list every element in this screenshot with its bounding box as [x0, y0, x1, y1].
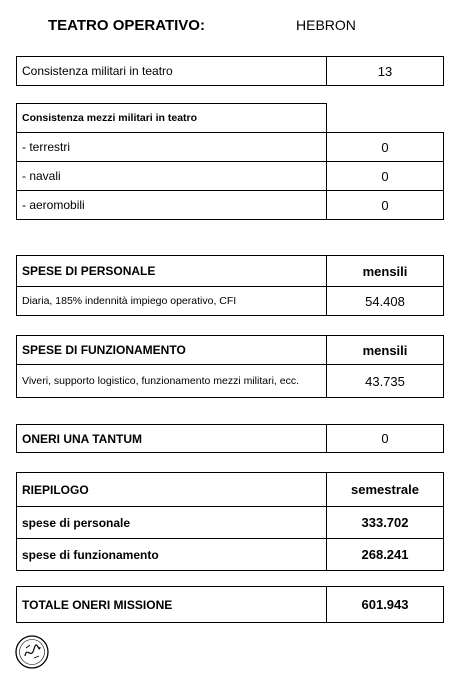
one-time-table	[16, 424, 444, 453]
vehicles-item-label: - aeromobili	[17, 191, 327, 220]
one-time-value: 0	[327, 425, 444, 453]
document-header	[0, 14, 465, 36]
theatre-value: HEBRON	[296, 17, 356, 33]
vehicles-label: Consistenza mezzi militari in teatro	[17, 104, 327, 133]
operating-period: mensili	[327, 336, 444, 365]
total-label: TOTALE ONERI MISSIONE	[17, 587, 327, 623]
summary-row-value: 333.702	[327, 507, 444, 539]
military-table	[16, 56, 444, 86]
summary-table	[16, 472, 444, 571]
vehicles-header-blank	[327, 104, 444, 133]
vehicles-item-value: 0	[327, 133, 444, 162]
personnel-detail-row	[17, 287, 444, 316]
summary-header-row	[17, 473, 444, 507]
personnel-period: mensili	[327, 256, 444, 287]
operating-label: SPESE DI FUNZIONAMENTO	[17, 336, 327, 365]
operating-detail-row	[17, 365, 444, 398]
personnel-header-row	[17, 256, 444, 287]
vehicles-item-value: 0	[327, 162, 444, 191]
theatre-label: TEATRO OPERATIVO:	[48, 17, 205, 34]
vehicles-row	[17, 191, 444, 220]
vehicles-row	[17, 133, 444, 162]
summary-row-label: spese di personale	[17, 507, 327, 539]
vehicles-table	[16, 103, 444, 220]
personnel-label: SPESE DI PERSONALE	[17, 256, 327, 287]
summary-row	[17, 507, 444, 539]
military-value: 13	[327, 57, 444, 86]
vehicles-item-value: 0	[327, 191, 444, 220]
summary-row-value: 268.241	[327, 539, 444, 571]
total-value: 601.943	[327, 587, 444, 623]
summary-row-label: spese di funzionamento	[17, 539, 327, 571]
operating-value: 43.735	[327, 365, 444, 398]
total-row	[17, 587, 444, 623]
personnel-value: 54.408	[327, 287, 444, 316]
military-label: Consistenza militari in teatro	[17, 57, 327, 86]
personnel-costs-table	[16, 255, 444, 316]
official-stamp-icon	[14, 634, 50, 670]
one-time-label: ONERI UNA TANTUM	[17, 425, 327, 453]
vehicles-row	[17, 162, 444, 191]
operating-header-row	[17, 336, 444, 365]
summary-row	[17, 539, 444, 571]
total-table	[16, 586, 444, 623]
summary-period: semestrale	[327, 473, 444, 507]
vehicles-item-label: - terrestri	[17, 133, 327, 162]
one-time-row	[17, 425, 444, 453]
summary-label: RIEPILOGO	[17, 473, 327, 507]
operating-description: Viveri, supporto logistico, funzionamento mezzi militari, ecc.	[17, 365, 327, 398]
operating-costs-table	[16, 335, 444, 398]
personnel-description: Diaria, 185% indennità impiego operativo, CFI	[17, 287, 327, 316]
military-row	[17, 57, 444, 86]
vehicles-header-row	[17, 104, 444, 133]
vehicles-item-label: - navali	[17, 162, 327, 191]
